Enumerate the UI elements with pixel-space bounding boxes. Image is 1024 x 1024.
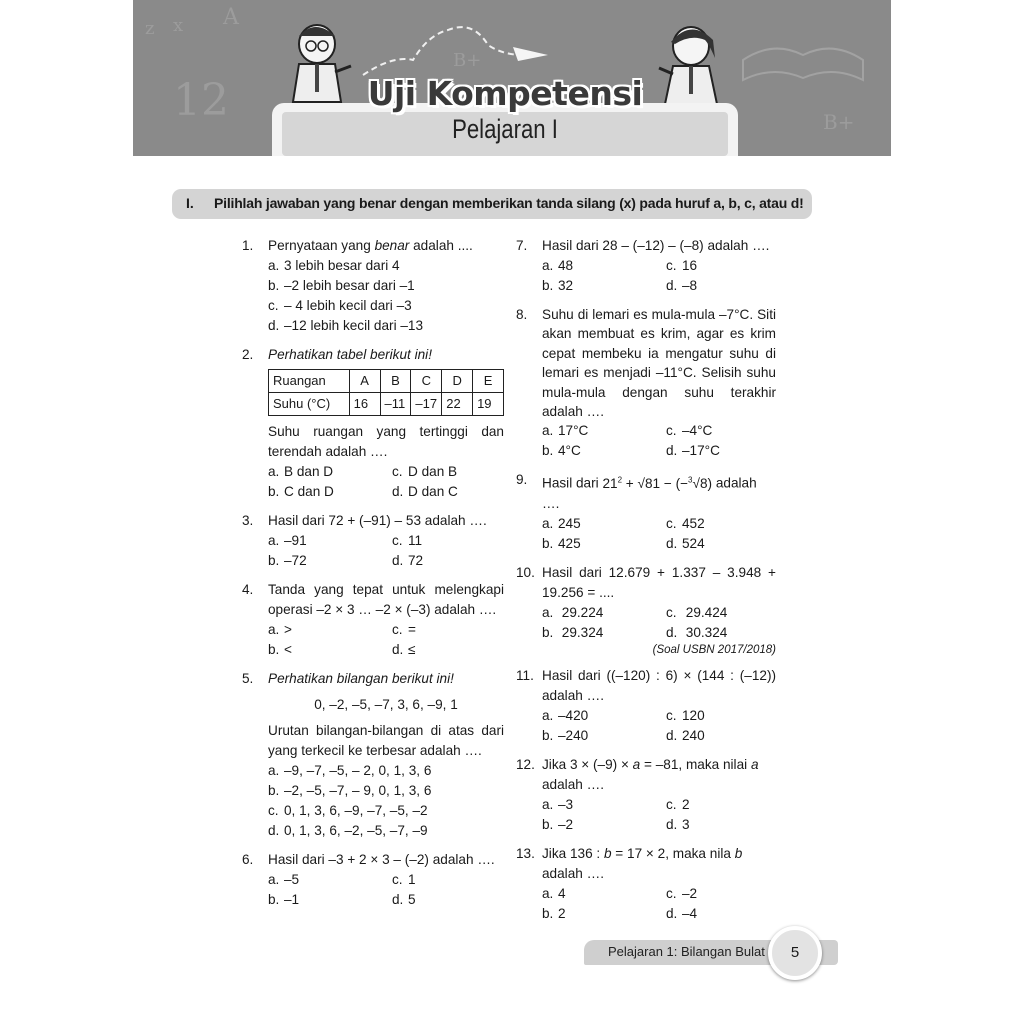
option-letter: b. [542,727,554,743]
table-cell: E [473,370,504,393]
question-12 [516,755,776,835]
footer-chapter-label: Pelajaran 1: Bilangan Bulat [608,944,765,959]
option-a[interactable] [268,620,392,640]
doodle-x: x [173,15,184,36]
option-d[interactable] [392,890,504,910]
option-text: 16 [682,258,698,273]
option-letter: b. [268,783,280,798]
question-number: 11. [516,667,534,683]
question-number: 4. [242,582,254,597]
table-cell: 19 [473,393,504,416]
stem-text: = 17 × 2, maka nila [611,845,735,861]
option-d[interactable] [666,276,776,296]
option-text: – 4 lebih kecil dari –3 [284,298,412,313]
question-3 [242,511,504,571]
question-number: 9. [516,472,528,488]
option-text: –4°C [682,423,713,439]
option-list [268,761,504,841]
page-subtitle: Pelajaran I [452,114,558,144]
option-letter: b. [542,816,554,832]
option-letter: c. [268,298,279,313]
option-a[interactable] [268,256,504,276]
option-text: 452 [682,515,705,531]
doodle-calendar-12: 12 [173,75,229,126]
option-text: –2 [558,816,574,832]
option-grid [542,884,776,924]
option-text: 72 [408,553,424,568]
math-root-index: 3 [688,475,693,485]
option-a[interactable] [268,531,392,551]
option-text: 1 [408,872,416,887]
question-number: 1. [242,238,254,253]
stem-text: adalah .... [409,238,473,253]
option-grid [542,421,776,461]
question-stem: Hasil dari 72 + (–91) – 53 adalah …. [268,513,487,528]
question-number: 2. [242,347,254,362]
page-title: Uji Kompetensi [367,74,643,113]
math-exponent: 2 [617,475,623,485]
option-a[interactable] [542,706,666,726]
question-number: 7. [516,238,528,253]
option-letter: d. [666,443,678,459]
table-row [269,393,504,416]
table-cell: Ruangan [269,370,350,393]
question-stem: Perhatikan bilangan berikut ini! [268,671,454,686]
option-b[interactable] [542,441,666,461]
option-grid [268,531,504,571]
option-a[interactable] [542,795,666,815]
option-letter: d. [666,816,678,832]
question-number: 12. [516,756,535,772]
doodle-letter: A [223,5,239,30]
question-stem [542,755,776,775]
option-b[interactable] [268,551,392,571]
option-text: ≤ [408,642,416,657]
option-text: B dan D [284,464,334,479]
question-number: 5. [242,671,254,686]
stem-emphasis: benar [374,238,410,253]
question-column-left [242,236,504,910]
option-letter: a. [268,464,280,479]
option-text: –9, –7, –5, – 2, 0, 1, 3, 6 [284,763,432,778]
stem-text: = –81, maka nilai [640,756,751,772]
option-a[interactable] [542,421,666,441]
option-letter: b. [268,553,280,568]
option-text: 240 [682,727,705,743]
math-expression [602,476,712,491]
option-text: < [284,642,292,657]
stem-text: Jika 3 × (–9) × [542,756,633,772]
option-a[interactable] [268,870,392,890]
option-letter: c. [666,885,677,901]
question-5 [242,669,504,841]
question-stem: Hasil dari ((–120) : 6) × (144 : (–12)) adalah …. [542,667,776,703]
stem-text: Pernyataan yang [268,238,375,253]
page-number: 5 [768,926,822,980]
question-number: 6. [242,852,254,867]
option-text: 48 [558,258,574,273]
option-d[interactable] [268,821,504,841]
table-cell: B [380,370,411,393]
option-letter: a. [268,258,280,273]
option-letter: d. [268,823,280,838]
question-10 [516,563,776,657]
option-letter: b. [542,624,554,640]
option-letter: a. [268,622,280,637]
option-text: 120 [682,707,705,723]
option-text: –240 [558,727,589,743]
number-sequence: 0, –2, –5, –7, 3, 6, –9, 1 [314,697,458,712]
option-c[interactable] [666,256,776,276]
table-cell: Suhu (°C) [269,393,350,416]
table-cell: A [349,370,380,393]
option-b[interactable] [268,640,392,660]
option-letter: c. [666,796,677,812]
option-b[interactable] [542,534,666,554]
option-grid [542,795,776,835]
option-grid [268,620,504,660]
option-letter: b. [542,278,554,293]
option-letter: d. [392,892,404,907]
doodle-grade-2: B+ [453,50,482,71]
option-text: –72 [284,553,307,568]
option-b[interactable] [542,623,666,643]
option-text: –8 [682,278,698,293]
question-stem: Hasil dari –3 + 2 × 3 – (–2) adalah …. [268,852,495,867]
option-d[interactable] [268,316,504,336]
option-d[interactable] [666,904,776,924]
option-letter: c. [392,533,403,548]
option-letter: d. [666,278,678,293]
option-letter: a. [268,763,280,778]
option-d[interactable] [392,640,504,660]
option-d[interactable] [666,534,776,554]
option-d[interactable] [392,482,504,502]
option-letter: c. [268,803,279,818]
math-variable: a [750,756,759,772]
option-text: –91 [284,533,307,548]
option-text: 3 lebih besar dari 4 [284,258,400,273]
question-number: 8. [516,307,528,322]
option-b[interactable] [268,482,392,502]
question-source: (Soal USBN 2017/2018) [652,643,776,656]
option-a[interactable] [268,462,392,482]
option-letter: c. [392,622,403,637]
option-text: 3 [682,816,690,832]
question-6 [242,850,504,910]
option-letter: a. [542,885,554,901]
option-c[interactable] [666,421,776,441]
question-stem [542,470,776,494]
option-c[interactable] [268,801,504,821]
option-c[interactable] [666,795,776,815]
question-11 [516,666,776,746]
option-text: –420 [558,707,589,723]
option-letter: d. [392,642,404,657]
option-letter: d. [268,318,280,333]
question-number: 13. [516,845,535,861]
option-letter: d. [392,553,404,568]
option-grid [542,603,776,643]
question-7 [516,236,776,296]
option-text: 11 [408,533,423,548]
option-letter: a. [542,423,554,439]
question-stem-continued: Suhu ruangan yang tertinggi dan terendah adalah …. [268,424,504,459]
table-cell: 16 [349,393,380,416]
question-2 [242,345,504,502]
book-doodle-icon [733,20,873,90]
option-text: 245 [558,515,581,531]
question-9 [516,470,776,554]
option-c[interactable] [666,884,776,904]
option-letter: b. [542,905,554,921]
option-letter: a. [542,515,554,531]
question-stem: Hasil dari 12.679 + 1.337 – 3.948 + 19.256 = .... [542,564,776,600]
option-grid [542,256,776,296]
option-letter: c. [392,464,403,479]
question-number: 10. [516,564,535,580]
option-text: C dan D [284,484,334,499]
option-list [268,256,504,336]
option-text: –2 [682,885,698,901]
option-letter: b. [268,484,280,499]
option-text: 2 [558,905,566,921]
option-letter: b. [268,892,280,907]
option-text: –4 [682,905,698,921]
option-a[interactable] [542,256,666,276]
option-b[interactable] [542,904,666,924]
option-letter: a. [542,707,554,723]
option-c[interactable] [392,620,504,640]
option-letter: a. [542,604,554,620]
option-b[interactable] [542,276,666,296]
option-letter: b. [268,278,280,293]
option-text: –5 [284,872,300,887]
option-text: 0, 1, 3, 6, –2, –5, –7, –9 [284,823,428,838]
table-cell: C [411,370,442,393]
stem-text: adalah [712,475,757,491]
option-text: 17°C [558,423,589,439]
option-grid [542,706,776,746]
table-cell: 22 [442,393,473,416]
option-text: 2 [682,796,690,812]
option-text: 29.424 [682,604,728,620]
stem-text: Hasil dari [542,475,603,491]
option-b[interactable] [268,890,392,910]
option-text: 4 [558,885,566,901]
option-text: D dan B [408,464,458,479]
table-cell: –17 [411,393,442,416]
option-d[interactable] [666,441,776,461]
temperature-table [268,369,504,416]
option-text: –12 lebih kecil dari –13 [284,318,424,333]
option-text: = [408,622,416,637]
option-letter: a. [268,533,280,548]
section-instruction: Pilihlah jawaban yang benar dengan memberikan tanda silang (x) pada huruf a, b, c, atau d! [214,195,804,211]
question-stem [542,844,776,864]
question-1 [242,236,504,336]
doodle-grade: B+ [823,110,855,134]
option-c[interactable] [666,603,776,623]
question-stem: Hasil dari 28 – (–12) – (–8) adalah …. [542,238,770,253]
option-letter: c. [666,707,677,723]
option-text: 29.324 [558,624,604,640]
option-c[interactable] [666,514,776,534]
option-c[interactable] [392,531,504,551]
option-letter: c. [666,423,677,439]
math-root: √8 [692,475,708,491]
question-8 [516,305,776,461]
option-b[interactable] [542,815,666,835]
math-variable: b [734,845,743,861]
option-text: 524 [682,535,705,551]
question-stem: Suhu di lemari es mula-mula –7°C. Siti akan membuat es krim, agar es krim cepat membeku ia mengatur suhu di lemari es menjadi –11°C. Selisih suhu mula-mula dengan suhu terakhir adalah …. [542,307,776,420]
option-b[interactable] [542,726,666,746]
option-text: 425 [558,535,581,551]
question-stem-continued: adalah …. [542,776,604,792]
option-a[interactable] [542,514,666,534]
question-13 [516,844,776,924]
option-letter: d. [666,624,678,640]
option-b[interactable] [268,276,504,296]
math-variable: b [603,845,612,861]
option-text: 0, 1, 3, 6, –9, –7, –5, –2 [284,803,428,818]
option-a[interactable] [542,603,666,623]
option-text: –2, –5, –7, – 9, 0, 1, 3, 6 [284,783,432,798]
option-text: 30.324 [682,624,728,640]
table-cell: D [442,370,473,393]
option-text: 5 [408,892,416,907]
question-stem: Tanda yang tepat untuk melengkapi operasi –2 × 3 … –2 × (–3) adalah …. [268,582,504,617]
question-stem-continued: adalah …. [542,865,604,881]
option-a[interactable] [542,884,666,904]
question-stem-continued: …. [542,495,560,511]
option-letter: d. [392,484,404,499]
option-text: –17°C [682,443,720,459]
option-d[interactable] [666,726,776,746]
option-text: 4°C [558,443,581,459]
option-a[interactable] [268,761,504,781]
option-c[interactable] [666,706,776,726]
question-stem [268,236,504,256]
option-text: –3 [558,796,574,812]
option-letter: a. [542,258,554,273]
option-letter: c. [392,872,403,887]
option-letter: d. [666,905,678,921]
option-c[interactable] [392,870,504,890]
option-text: > [284,622,292,637]
question-column-right [516,236,776,924]
option-b[interactable] [268,781,504,801]
section-number: I. [186,195,194,211]
option-letter: a. [542,796,554,812]
option-letter: d. [666,727,678,743]
question-stem: Perhatikan tabel berikut ini! [268,347,432,362]
option-d[interactable] [666,623,776,643]
option-letter: b. [542,443,554,459]
option-grid [542,514,776,554]
option-c[interactable] [268,296,504,316]
option-letter: b. [542,535,554,551]
option-c[interactable] [392,462,504,482]
option-d[interactable] [392,551,504,571]
option-text: 29.224 [558,604,604,620]
option-text: –2 lebih besar dari –1 [284,278,415,293]
option-text: –1 [284,892,300,907]
option-grid [268,462,504,502]
math-text: + √81 − (− [622,475,689,491]
math-variable: a [632,756,641,772]
option-letter: d. [666,535,678,551]
option-text: D dan C [408,484,458,499]
option-letter: b. [268,642,280,657]
stem-text: Jika 136 : [542,845,604,861]
option-grid [268,870,504,910]
question-number: 3. [242,513,254,528]
question-stem-continued: Urutan bilangan-bilangan di atas dari yang terkecil ke terbesar adalah …. [268,723,504,758]
math-base: 21 [602,475,618,491]
doodle-z: z [145,18,155,39]
question-4 [242,580,504,660]
option-d[interactable] [666,815,776,835]
option-text: 32 [558,278,574,293]
table-cell: –11 [380,393,411,416]
option-letter: a. [268,872,280,887]
option-letter: c. [666,515,677,531]
math-text: ) [707,475,713,491]
table-header-row [269,370,504,393]
option-letter: c. [666,258,677,273]
option-letter: c. [666,604,677,620]
